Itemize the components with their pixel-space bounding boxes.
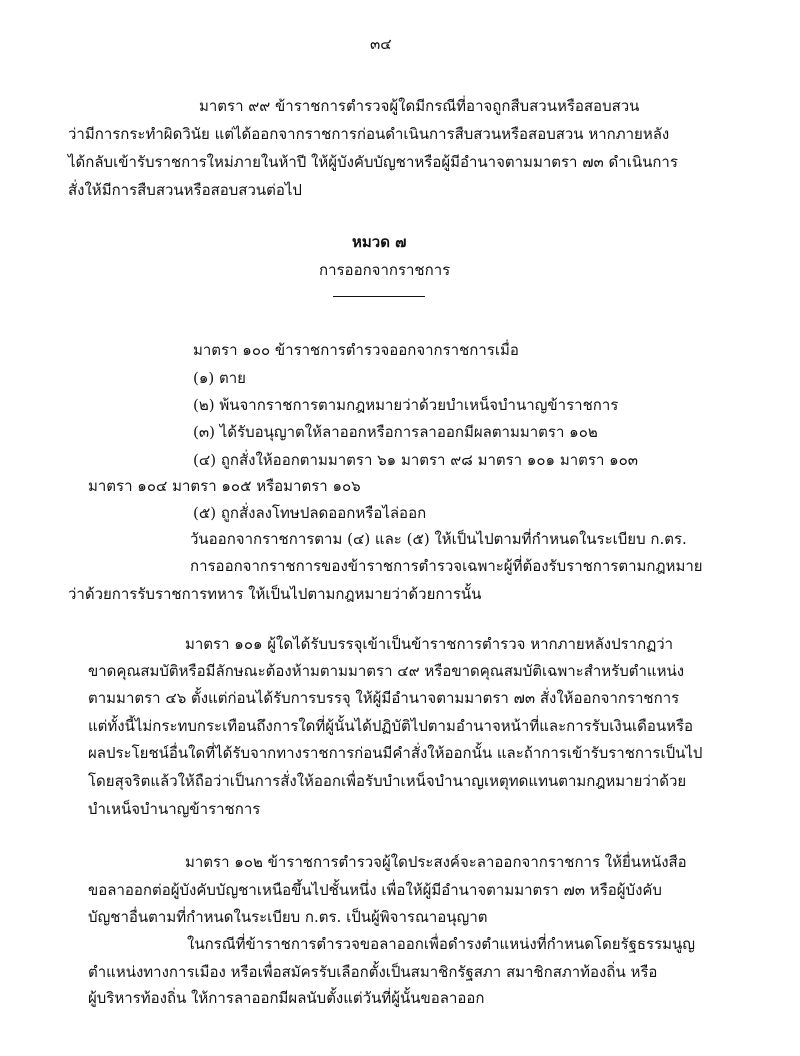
section-99-line: มาตรา ๙๙ ข้าราชการตำรวจผู้ใดมีกรณีที่อาจถูกสืบสวนหรือสอบสวน xyxy=(199,97,640,115)
section-100-line: ว่าด้วยการรับราชการทหาร ให้เป็นไปตามกฎหมายว่าด้วยการนั้น xyxy=(68,585,482,603)
section-99-line: ว่ามีการกระทำผิดวินัย แต่ได้ออกจากราชการก่อนดำเนินการสืบสวนหรือสอบสวน หากภายหลัง xyxy=(68,125,670,143)
section-102-line: ในกรณีที่ข้าราชการตำรวจขอลาออกเพื่อดำรงตำแหน่งที่กำหนดโดยรัฐธรรมนูญ xyxy=(187,935,696,953)
chapter-title: การออกจากราชการ xyxy=(319,261,451,279)
page-number: ๓๔ xyxy=(370,35,392,53)
section-100-item: (๓) ได้รับอนุญาตให้ลาออกหรือการลาออกมีผลตามมาตรา ๑๐๒ xyxy=(193,423,598,441)
section-100-item: (๕) ถูกสั่งลงโทษปลดออกหรือไล่ออก xyxy=(193,504,427,522)
section-101-line: บำเหน็จบำนาญข้าราชการ xyxy=(88,800,261,818)
section-99-line: ได้กลับเข้ารับราชการใหม่ภายในห้าปี ให้ผู้บังคับบัญชาหรือผู้มีอำนาจตามมาตรา ๗๓ ดำเนินการ xyxy=(68,153,678,171)
section-100-item: (๑) ตาย xyxy=(193,369,246,387)
section-101-line: ขาดคุณสมบัติหรือมีลักษณะต้องห้ามตามมาตรา ๔๙ หรือขาดคุณสมบัติเฉพาะสำหรับตำแหน่ง xyxy=(88,662,685,680)
section-101-line: โดยสุจริตแล้วให้ถือว่าเป็นการสั่งให้ออกเพื่อรับบำเหน็จบำนาญเหตุทดแทนตามกฎหมายว่าด้วย xyxy=(88,772,687,790)
section-101-line: ตามมาตรา ๔๖ ตั้งแต่ก่อนได้รับการบรรจุ ให้ผู้มีอำนาจตามมาตรา ๗๓ สั่งให้ออกจากราชการ xyxy=(88,689,680,707)
section-100-line: วันออกจากราชการตาม (๔) และ (๕) ให้เป็นไปตามที่กำหนดในระเบียบ ก.ตร. xyxy=(190,530,687,548)
section-99-line: สั่งให้มีการสืบสวนหรือสอบสวนต่อไป xyxy=(68,181,302,199)
section-100-item: (๔) ถูกสั่งให้ออกตามมาตรา ๖๑ มาตรา ๙๘ มาตรา ๑๐๑ มาตรา ๑๐๓ xyxy=(193,451,639,469)
section-100-line: มาตรา ๑๐๔ มาตรา ๑๐๕ หรือมาตรา ๑๐๖ xyxy=(88,477,361,495)
chapter-number: หมวด ๗ xyxy=(352,233,407,251)
section-100-line: มาตรา ๑๐๐ ข้าราชการตำรวจออกจากราชการเมื่อ xyxy=(193,341,519,359)
section-102-line: มาตรา ๑๐๒ ข้าราชการตำรวจผู้ใดประสงค์จะลาออกจากราชการ ให้ยื่นหนังสือ xyxy=(185,853,687,871)
section-102-line: ขอลาออกต่อผู้บังคับบัญชาเหนือขึ้นไปชั้นหนึ่ง เพื่อให้ผู้มีอำนาจตามมาตรา ๗๓ หรือผู้บังคับ xyxy=(88,881,662,899)
section-102-line: ตำแหน่งทางการเมือง หรือเพื่อสมัครรับเลือกตั้งเป็นสมาชิกรัฐสภา สมาชิกสภาท้องถิ่น หรือ xyxy=(88,963,658,981)
section-100-line: การออกจากราชการของข้าราชการตำรวจเฉพาะผู้ที่ต้องรับราชการตามกฎหมาย xyxy=(190,557,703,575)
section-102-line: บัญชาอื่นตามที่กำหนดในระเบียบ ก.ตร. เป็นผู้พิจารณาอนุญาต xyxy=(88,908,488,926)
section-102-line: ผู้บริหารท้องถิ่น ให้การลาออกมีผลนับตั้งแต่วันที่ผู้นั้นขอลาออก xyxy=(88,989,485,1007)
section-101-line: ผลประโยชน์อื่นใดที่ได้รับจากทางราชการก่อนมีคำสั่งให้ออกนั้น และถ้าการเข้ารับราชการเป็นไป xyxy=(88,744,703,762)
section-101-line: แต่ทั้งนี้ไม่กระทบกระเทือนถึงการใดที่ผู้นั้นได้ปฏิบัติไปตามอำนาจหน้าที่และการรับเงินเดือนหรือ xyxy=(88,717,694,735)
section-101-line: มาตรา ๑๐๑ ผู้ใดได้รับบรรจุเข้าเป็นข้าราชการตำรวจ หากภายหลังปรากฏว่า xyxy=(185,635,674,653)
heading-underline xyxy=(333,296,425,297)
section-100-item: (๒) พ้นจากราชการตามกฎหมายว่าด้วยบำเหน็จบำนาญข้าราชการ xyxy=(193,396,619,414)
